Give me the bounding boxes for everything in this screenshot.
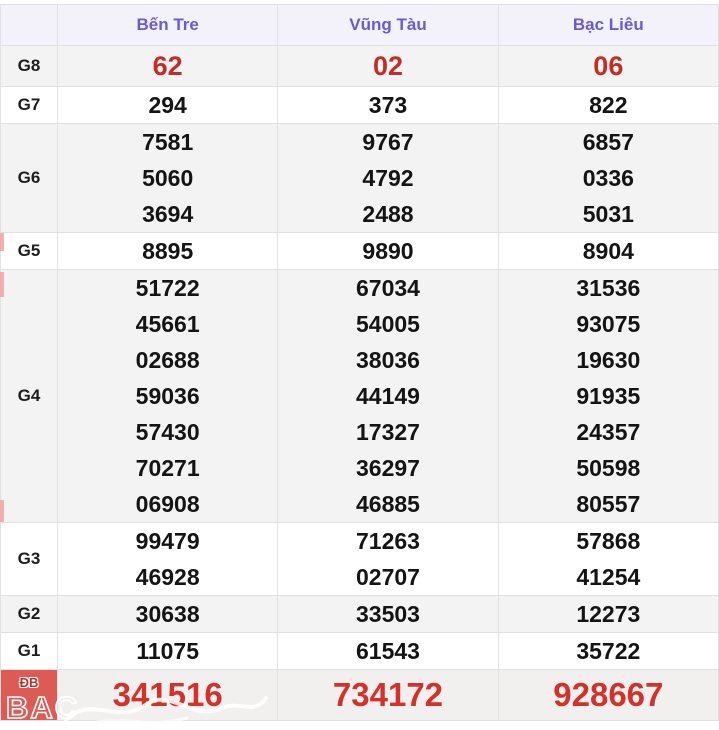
prize-number: 35722	[576, 638, 641, 664]
prize-label	[1, 633, 58, 670]
prize-number: 5031	[582, 201, 634, 227]
prize-number: 06	[593, 51, 624, 81]
prize-values-cell	[278, 633, 498, 670]
prize-label-text: G2	[17, 604, 41, 623]
prize-number: 45661	[135, 311, 200, 337]
table-row-đb	[1, 670, 719, 721]
prize-values-cell	[278, 233, 498, 270]
prize-values-cell	[278, 670, 498, 721]
prize-number: 33503	[356, 601, 420, 627]
prize-label	[1, 670, 58, 721]
prize-number: 8904	[582, 238, 634, 264]
prize-number: 2488	[362, 201, 414, 227]
prize-label-text: G1	[17, 641, 41, 660]
table-row-g8	[1, 46, 719, 87]
prize-number: 61543	[356, 638, 420, 664]
prize-number: 373	[368, 92, 408, 118]
prize-values-cell	[58, 87, 278, 124]
column-header-bac-lieu: Bạc Liêu	[498, 5, 718, 46]
prize-number: 02	[372, 51, 404, 81]
prize-number: 4792	[362, 165, 414, 191]
table-row-g3	[1, 523, 719, 596]
prize-values-cell	[278, 87, 498, 124]
prize-number: 54005	[356, 311, 420, 337]
prize-values-cell	[58, 124, 278, 233]
prize-number: 6857	[582, 129, 634, 155]
prize-values-cell	[498, 596, 718, 633]
prize-number: 70271	[135, 455, 200, 481]
prize-label	[1, 87, 58, 124]
prize-label-text: ĐB	[19, 675, 39, 690]
prize-number: 31536	[576, 275, 641, 301]
prize-label-text: G4	[17, 386, 41, 405]
table-row-g1	[1, 633, 719, 670]
watermark-edge-mark	[0, 233, 4, 251]
prize-number: 928667	[553, 676, 664, 713]
prize-values-cell	[278, 270, 498, 523]
prize-values-cell	[498, 124, 718, 233]
prize-number: 59036	[135, 383, 200, 409]
prize-number: 62	[152, 51, 183, 81]
prize-number: 11075	[136, 638, 200, 664]
table-row-g5	[1, 233, 719, 270]
prize-number: 17327	[356, 419, 420, 445]
prize-values-cell	[58, 523, 278, 596]
table-row-g6	[1, 124, 719, 233]
results-table	[0, 4, 719, 721]
corner-cell	[1, 5, 58, 46]
prize-number: 8895	[142, 238, 194, 264]
table-row-g7	[1, 87, 719, 124]
prize-number: 41254	[576, 564, 641, 590]
prize-number: 50598	[576, 455, 641, 481]
prize-number: 80557	[576, 491, 641, 517]
column-header-ben-tre: Bến Tre	[58, 5, 278, 46]
watermark-edge-mark	[0, 500, 4, 522]
prize-values-cell	[498, 523, 718, 596]
results-tbody	[1, 46, 719, 721]
prize-number: 57868	[576, 528, 641, 554]
prize-label-text: G5	[17, 241, 41, 260]
prize-number: 51722	[135, 275, 200, 301]
prize-values-cell	[58, 46, 278, 87]
prize-number: 734172	[332, 676, 444, 713]
prize-number: 3694	[142, 201, 194, 227]
prize-values-cell	[498, 233, 718, 270]
prize-values-cell	[58, 596, 278, 633]
prize-number: 30638	[135, 601, 200, 627]
prize-label-text: G6	[17, 168, 41, 187]
prize-label	[1, 270, 58, 523]
prize-values-cell	[278, 523, 498, 596]
prize-number: 02707	[356, 564, 420, 590]
prize-number: 36297	[356, 455, 420, 481]
prize-values-cell	[278, 124, 498, 233]
prize-number: 341516	[112, 676, 223, 713]
prize-values-cell	[58, 233, 278, 270]
prize-number: 91935	[576, 383, 641, 409]
prize-number: 12273	[576, 601, 641, 627]
prize-number: 99479	[135, 528, 200, 554]
watermark-edge-mark	[0, 272, 4, 297]
prize-label-text: G7	[17, 95, 41, 114]
prize-label	[1, 523, 58, 596]
prize-values-cell	[498, 87, 718, 124]
prize-number: 0336	[582, 165, 634, 191]
prize-number: 38036	[356, 347, 420, 373]
prize-number: 44149	[356, 383, 420, 409]
prize-values-cell	[58, 633, 278, 670]
prize-label-text: G8	[17, 56, 41, 75]
prize-number: 71263	[356, 528, 420, 554]
prize-number: 822	[589, 92, 628, 118]
prize-number: 57430	[135, 419, 200, 445]
prize-label	[1, 596, 58, 633]
prize-label	[1, 233, 58, 270]
prize-number: 9890	[362, 238, 414, 264]
table-row-g4	[1, 270, 719, 523]
prize-number: 93075	[576, 311, 641, 337]
prize-values-cell	[498, 46, 718, 87]
prize-number: 46885	[356, 491, 420, 517]
prize-values-cell	[58, 270, 278, 523]
prize-number: 9767	[362, 129, 414, 155]
prize-number: 24357	[576, 419, 641, 445]
prize-number: 46928	[135, 564, 200, 590]
prize-number: 67034	[356, 275, 420, 301]
prize-values-cell	[498, 670, 718, 721]
prize-label-text: G3	[17, 549, 41, 568]
prize-label	[1, 46, 58, 87]
prize-values-cell	[498, 270, 718, 523]
prize-number: 5060	[142, 165, 194, 191]
prize-number: 02688	[135, 347, 200, 373]
prize-values-cell	[278, 46, 498, 87]
prize-number: 7581	[142, 129, 194, 155]
prize-values-cell	[278, 596, 498, 633]
prize-values-cell	[58, 670, 278, 721]
prize-number: 294	[148, 92, 187, 118]
prize-label	[1, 124, 58, 233]
column-header-vung-tau: Vũng Tàu	[278, 5, 498, 46]
results-header	[1, 5, 719, 46]
prize-number: 19630	[576, 347, 641, 373]
prize-number: 06908	[135, 491, 200, 517]
table-row-g2	[1, 596, 719, 633]
prize-values-cell	[498, 633, 718, 670]
